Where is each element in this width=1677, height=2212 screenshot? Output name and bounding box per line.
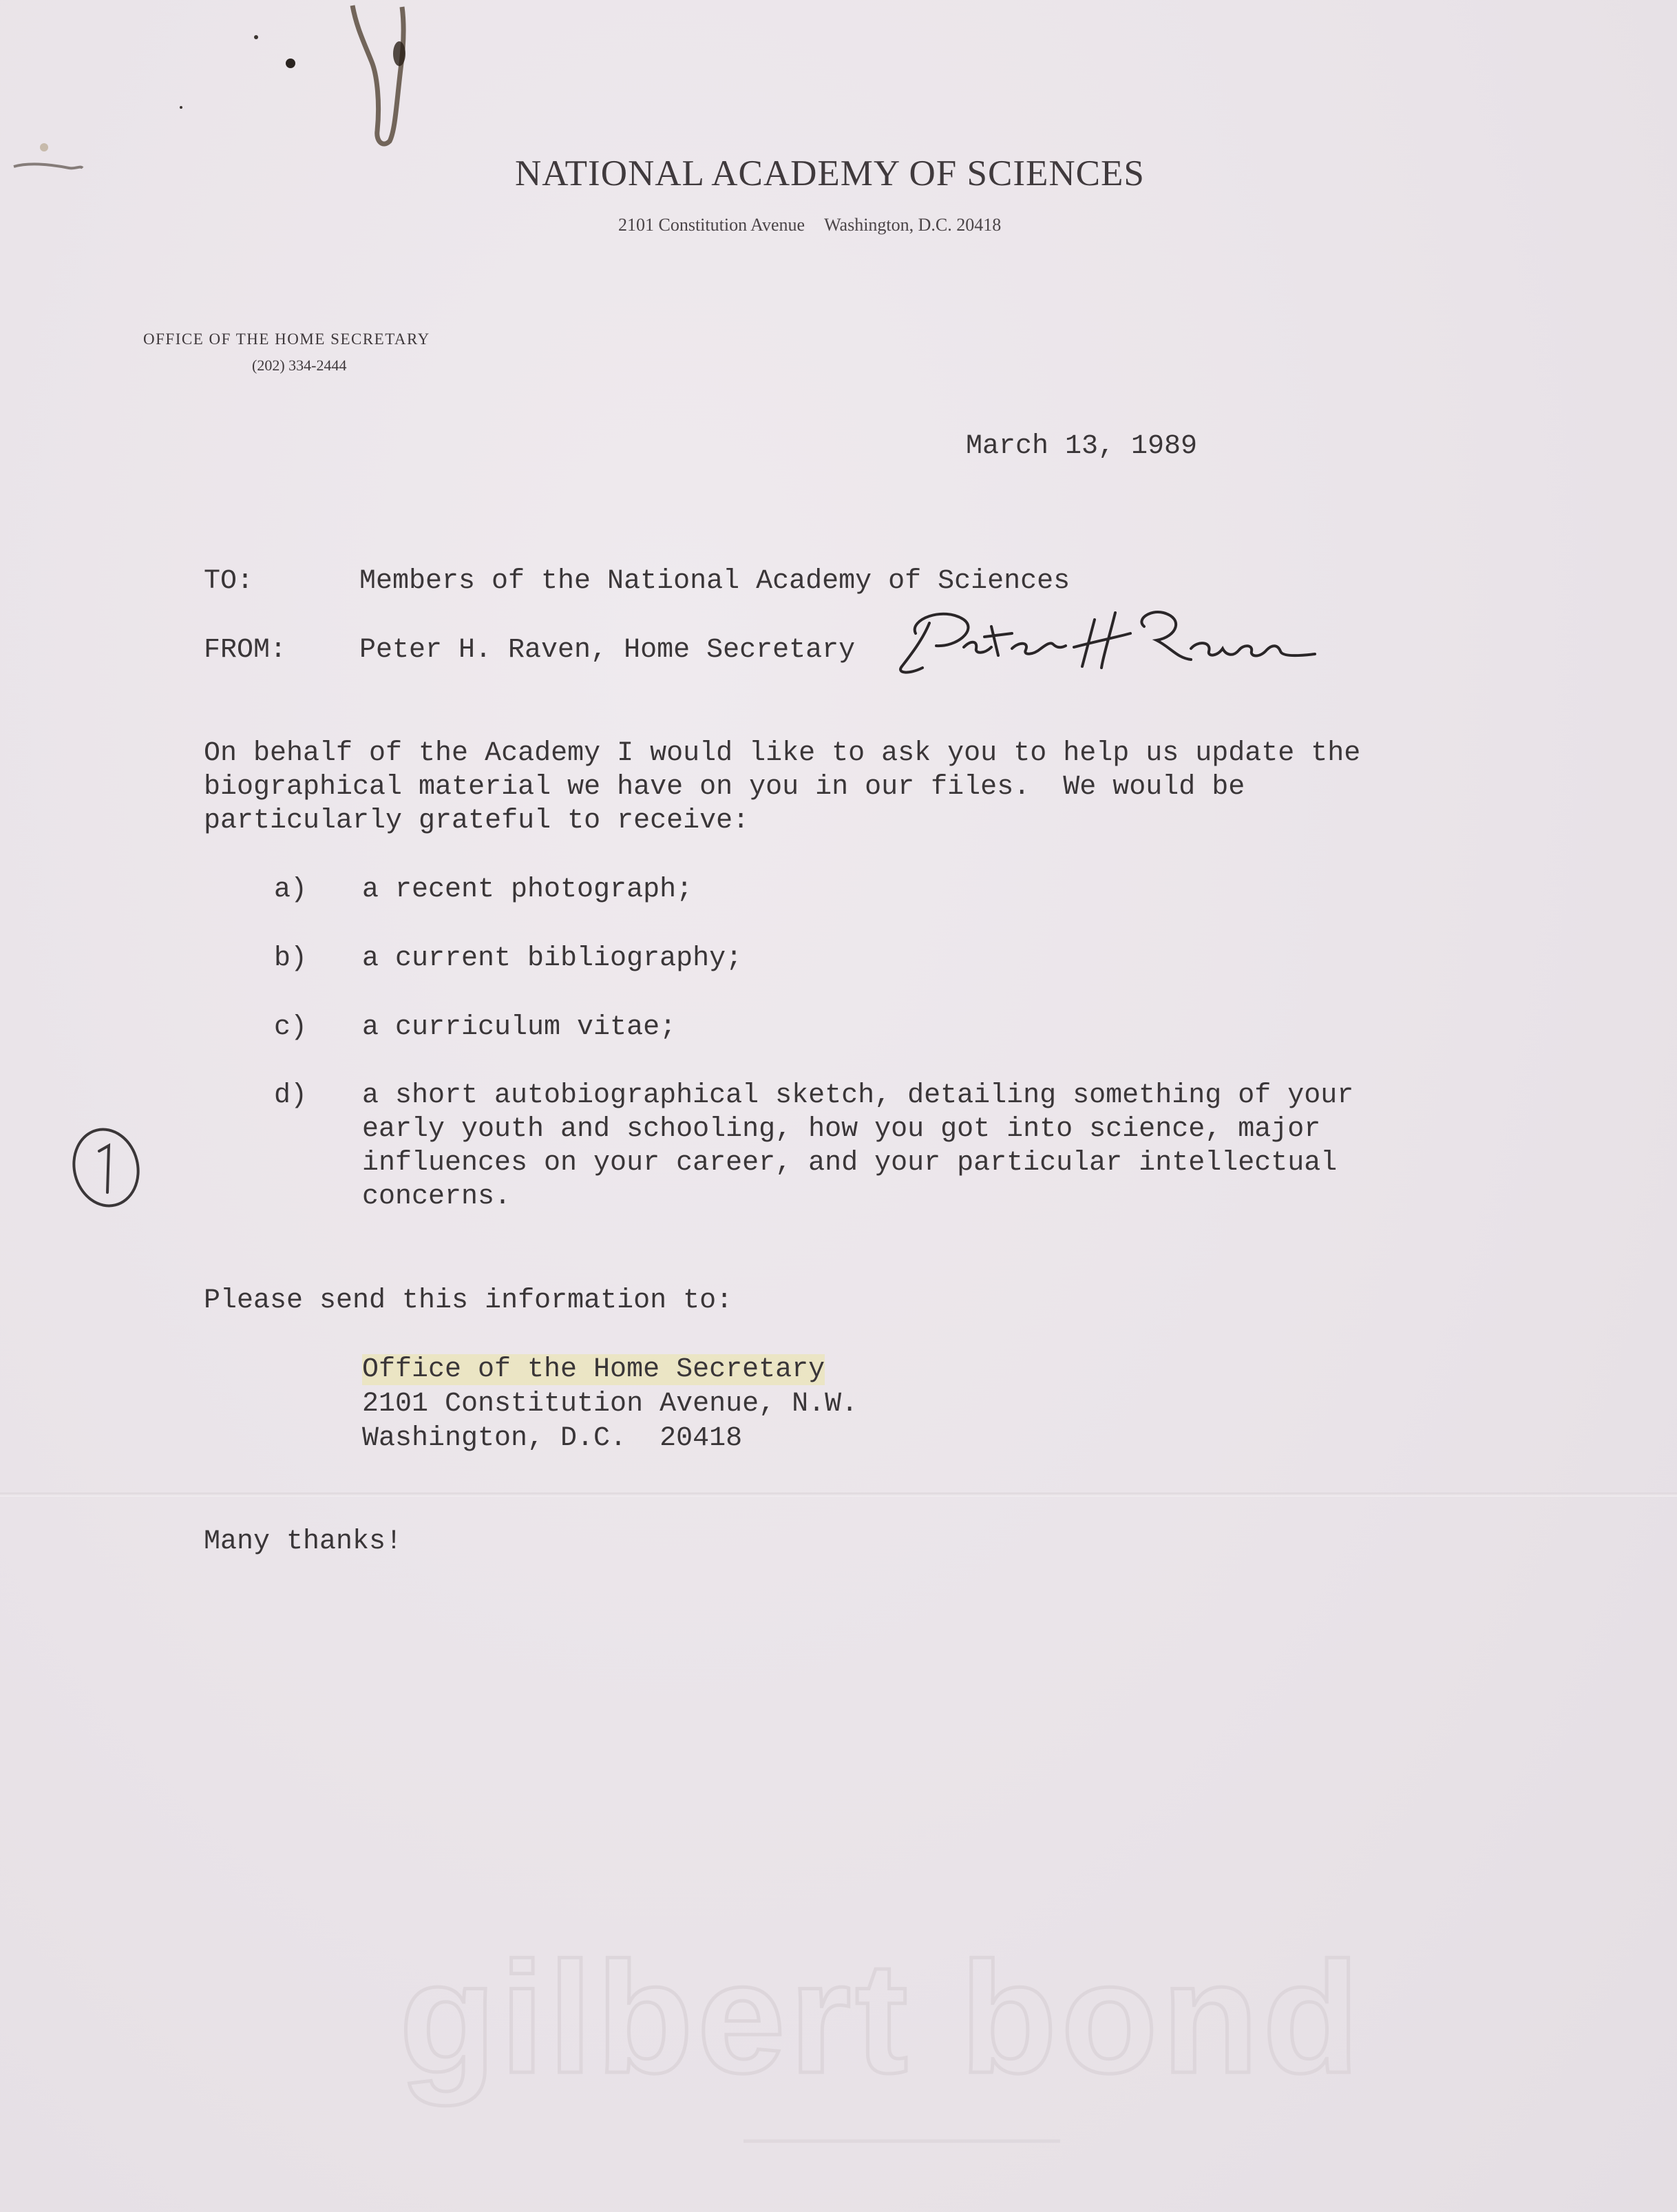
item-d-line-4: concerns. (362, 1181, 511, 1212)
item-d-line-2: early youth and schooling, how you got into science, major (362, 1114, 1321, 1145)
letter-date: March 13, 1989 (966, 431, 1198, 462)
item-c-label: c) (274, 1012, 308, 1043)
address-line-2: 2101 Constitution Avenue, N.W. (362, 1389, 858, 1420)
item-a-text: a recent photograph; (362, 874, 693, 905)
svg-text:gilbert bond: gilbert bond (399, 1929, 1364, 2106)
to-value: Members of the National Academy of Sciences (359, 566, 1070, 597)
from-label: FROM: (204, 635, 287, 666)
intro-line-2: biographical material we have on you in our files. We would be (204, 772, 1245, 803)
send-to-intro: Please send this information to: (204, 1285, 733, 1316)
intro-line-3: particularly grateful to receive: (204, 805, 750, 836)
address-street: 2101 Constitution Avenue (618, 215, 805, 235)
intro-line-1: On behalf of the Academy I would like to ask you to help us update the (204, 738, 1361, 769)
from-value: Peter H. Raven, Home Secretary (359, 635, 856, 666)
office-phone: (202) 334-2444 (252, 357, 347, 374)
paper-fold-line (0, 1493, 1677, 1497)
item-a-label: a) (274, 874, 308, 905)
office-title: OFFICE OF THE HOME SECRETARY (143, 330, 430, 348)
item-b-label: b) (274, 943, 308, 974)
item-d-line-3: influences on your career, and your particular intellectual (362, 1148, 1338, 1179)
organization-name: NATIONAL ACADEMY OF SCIENCES (515, 154, 1145, 193)
item-b-text: a current bibliography; (362, 943, 743, 974)
closing: Many thanks! (204, 1526, 403, 1557)
to-label: TO: (204, 566, 254, 597)
address-line-3: Washington, D.C. 20418 (362, 1423, 743, 1454)
address-line-1 (362, 1353, 825, 1387)
item-d-label: d) (274, 1080, 308, 1111)
item-c-text: a curriculum vitae; (362, 1012, 677, 1043)
item-d-line-1: a short autobiographical sketch, detailing something of your (362, 1080, 1354, 1111)
address-line-1-text: Office of the Home Secretary (362, 1354, 825, 1385)
organization-address (618, 215, 1001, 235)
address-city: Washington, D.C. 20418 (824, 215, 1002, 235)
